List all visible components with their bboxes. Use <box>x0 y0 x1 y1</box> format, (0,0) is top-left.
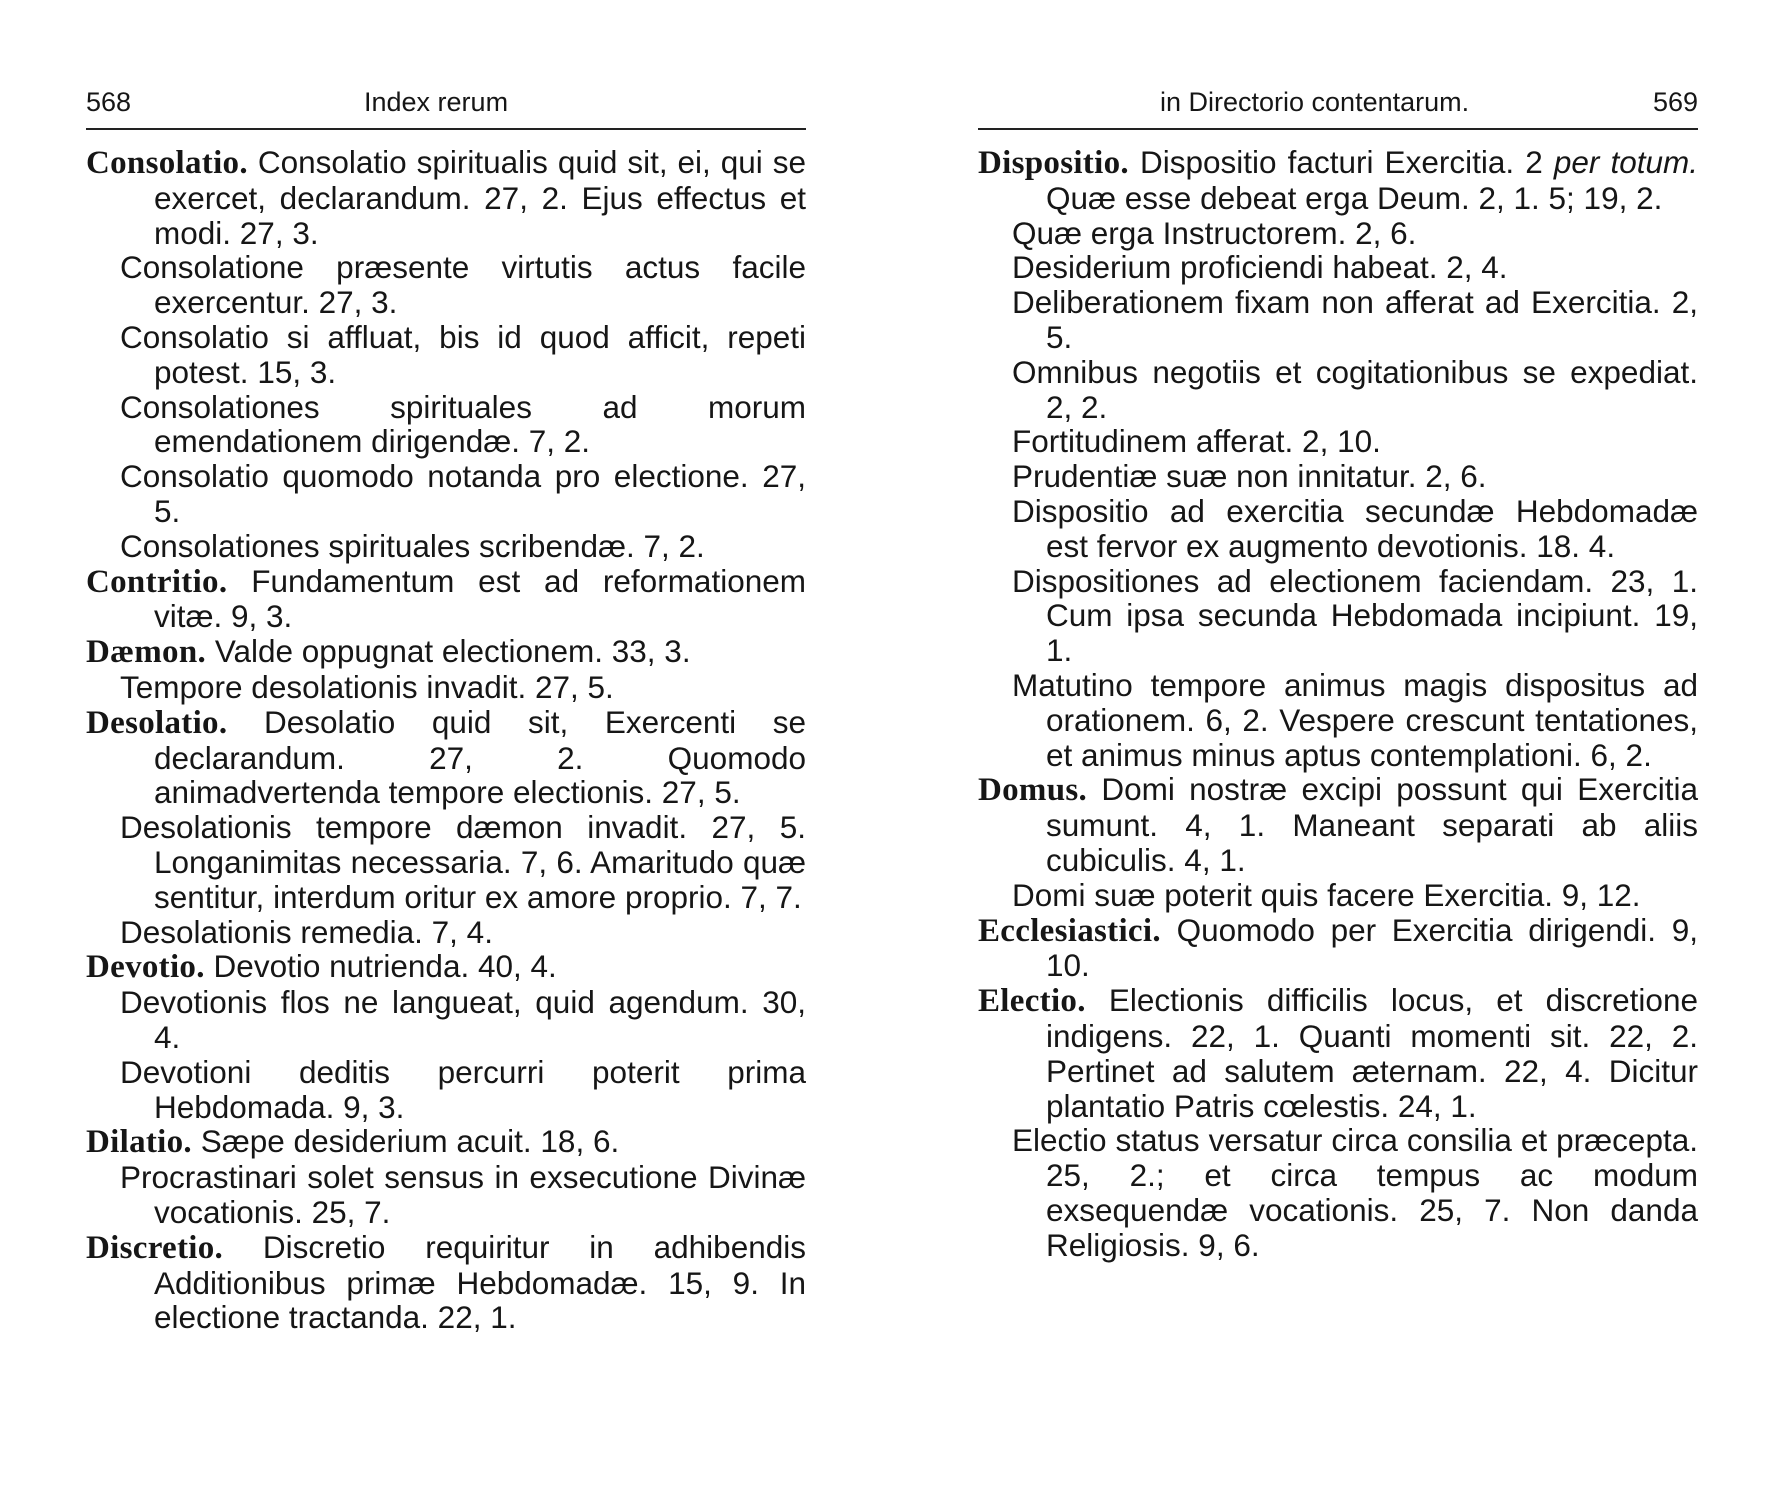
index-entry <box>86 145 806 250</box>
entry-text: Consolationes spirituales scribendæ. 7, 2. <box>120 527 705 564</box>
entry-text: Electio status versatur circa consilia et præcepta. 25, 2.; et circa tempus ac modum exsequendæ vocationis. 25, 7. Non danda Religiosis. 9, 6. <box>1012 1122 1698 1263</box>
entry-text: Fundamentum est ad reformationem vitæ. 9, 3. <box>154 562 806 635</box>
entry-text: Consolatio si affluat, bis id quod afficit, repeti potest. 15, 3. <box>120 318 806 390</box>
index-subentry <box>978 564 1698 668</box>
index-entry <box>86 564 806 635</box>
running-head-right <box>978 82 1698 122</box>
index-subentry <box>86 670 806 705</box>
index-subentry <box>86 320 806 390</box>
index-subentry <box>978 424 1698 459</box>
header-rule-right <box>978 128 1698 130</box>
entry-text: Deliberationem fixam non afferat ad Exercitia. 2, 5. <box>1012 284 1698 355</box>
entry-headword: Discretio. <box>86 1229 224 1266</box>
index-subentry <box>978 668 1698 772</box>
index-entry <box>978 145 1698 216</box>
index-entry <box>86 1124 806 1160</box>
left-page <box>86 0 806 1500</box>
entry-text: Tempore desolationis invadit. 27, 5. <box>120 668 614 705</box>
entry-text: Domi nostræ excipi possunt qui Exercitia sumunt. 4, 1. Maneant separati ab aliis cubiculis. 4, 1. <box>1046 771 1698 878</box>
index-subentry <box>86 1055 806 1125</box>
entry-headword: Domus. <box>978 772 1088 809</box>
entry-headword: Dispositio. <box>978 145 1129 181</box>
running-head-title-left: Index rerum <box>364 87 509 117</box>
entry-text: Dispositio ad exercitia secundæ Hebdomadæ est fervor ex augmento devotionis. 18. 4. <box>1012 492 1698 564</box>
entry-text: Desolationis tempore dæmon invadit. 27, 5. Longanimitas necessaria. 7, 6. Amaritudo quæ sentitur, interdum oritur ex amore proprio. 7, 7. <box>120 809 806 915</box>
entry-text: Desolationis remedia. 7, 4. <box>120 913 493 950</box>
entry-text: Quomodo per Exercitia dirigendi. 9, 10. <box>1046 911 1698 984</box>
entry-text: Devotioni deditis percurri poterit prima Hebdomada. 9, 3. <box>120 1053 806 1125</box>
entry-headword: Electio. <box>978 983 1086 1020</box>
entry-text: Desiderium proficiendi habeat. 2, 4. <box>1012 249 1508 286</box>
entry-text: Discretio requiritur in adhibendis Additionibus primæ Hebdomadæ. 15, 9. In electione tractanda. 22, 1. <box>154 1228 806 1336</box>
index-entries-left <box>86 145 806 1335</box>
entry-italic-text: per totum. <box>1553 144 1698 180</box>
index-subentry <box>86 529 806 564</box>
index-entry <box>978 913 1698 984</box>
entry-headword: Contritio. <box>86 563 228 600</box>
index-entry <box>86 949 806 985</box>
entry-text: Electionis difficilis locus, et discretione indigens. 22, 1. Quanti momenti sit. 22, 2. Pertinet ad salutem æternam. 22, 4. Dicitur plantatio Patris cœlestis. 24, 1. <box>1046 982 1698 1124</box>
entry-text: Dispositio facturi Exercitia. 2 <box>1128 144 1554 180</box>
running-head-left <box>86 82 806 122</box>
index-entry <box>86 705 806 810</box>
index-subentry <box>978 250 1698 285</box>
entry-text: Consolatio quomodo notanda pro electione. 27, 5. <box>120 458 806 529</box>
index-subentry <box>978 216 1698 251</box>
entry-text: Dispositiones ad electionem faciendam. 23, 1. Cum ipsa secunda Hebdomada incipiunt. 19, 1. <box>1012 562 1698 669</box>
index-entry <box>978 772 1698 877</box>
entry-text: Devotionis flos ne langueat, quid agendum. 30, 4. <box>120 984 806 1055</box>
entry-headword: Consolatio. <box>86 145 248 181</box>
index-subentry <box>86 810 806 914</box>
entry-headword: Dæmon. <box>86 634 207 671</box>
index-entries-right <box>978 145 1698 1263</box>
page-number-left: 568 <box>86 87 132 117</box>
entry-text-continued: Quæ esse debeat erga Deum. 2, 1. 5; 19, 2. <box>1046 179 1663 216</box>
index-subentry <box>86 985 806 1055</box>
index-subentry <box>86 459 806 529</box>
entry-headword: Devotio. <box>86 949 205 986</box>
entry-text: Sæpe desiderium acuit. 18, 6. <box>191 1123 620 1160</box>
entry-text: Quæ erga Instructorem. 2, 6. <box>1012 214 1417 251</box>
entry-text: Devotio nutrienda. 40, 4. <box>204 948 557 985</box>
index-subentry <box>978 355 1698 425</box>
entry-text: Consolatione præsente virtutis actus facile exercentur. 27, 3. <box>120 249 806 321</box>
index-subentry <box>978 494 1698 564</box>
index-subentry <box>86 915 806 950</box>
header-rule-left <box>86 128 806 130</box>
index-entry <box>86 634 806 670</box>
entry-text: Procrastinari solet sensus in exsecutione Divinæ vocationis. 25, 7. <box>120 1159 806 1230</box>
index-subentry <box>978 285 1698 355</box>
index-subentry <box>978 1123 1698 1262</box>
index-entry <box>86 1230 806 1335</box>
index-subentry <box>86 250 806 320</box>
entry-text: Consolationes spirituales ad morum emendationem dirigendæ. 7, 2. <box>120 388 806 460</box>
entry-text: Domi suæ poterit quis facere Exercitia. 9, 12. <box>1012 876 1641 913</box>
entry-headword: Dilatio. <box>86 1124 192 1161</box>
running-head-title-right: in Directorio contentarum. <box>1160 87 1470 117</box>
entry-text: Fortitudinem afferat. 2, 10. <box>1012 423 1381 460</box>
index-subentry <box>978 878 1698 913</box>
entry-text: Omnibus negotiis et cogitationibus se expediat. 2, 2. <box>1012 353 1698 425</box>
index-subentry <box>978 459 1698 494</box>
entry-headword: Desolatio. <box>86 704 228 741</box>
entry-text: Valde oppugnat electionem. 33, 3. <box>206 633 691 670</box>
page-number-right: 569 <box>1652 87 1698 117</box>
entry-headword: Ecclesiastici. <box>978 912 1161 949</box>
index-subentry <box>86 1160 806 1230</box>
entry-text: Matutino tempore animus magis dispositus ad orationem. 6, 2. Vespere crescunt tentationes, et animus minus aptus contemplationi. 6, 2. <box>1012 666 1698 773</box>
index-entry <box>978 983 1698 1123</box>
index-subentry <box>86 390 806 460</box>
right-page <box>978 0 1698 1500</box>
entry-text: Desolatio quid sit, Exercenti se declarandum. 27, 2. Quomodo animadvertenda tempore electionis. 27, 5. <box>154 703 806 811</box>
entry-text: Prudentiæ suæ non innitatur. 2, 6. <box>1012 458 1487 495</box>
entry-text: Consolatio spiritualis quid sit, ei, qui se exercet, declarandum. 27, 2. Ejus effectus et modi. 27, 3. <box>154 144 806 251</box>
